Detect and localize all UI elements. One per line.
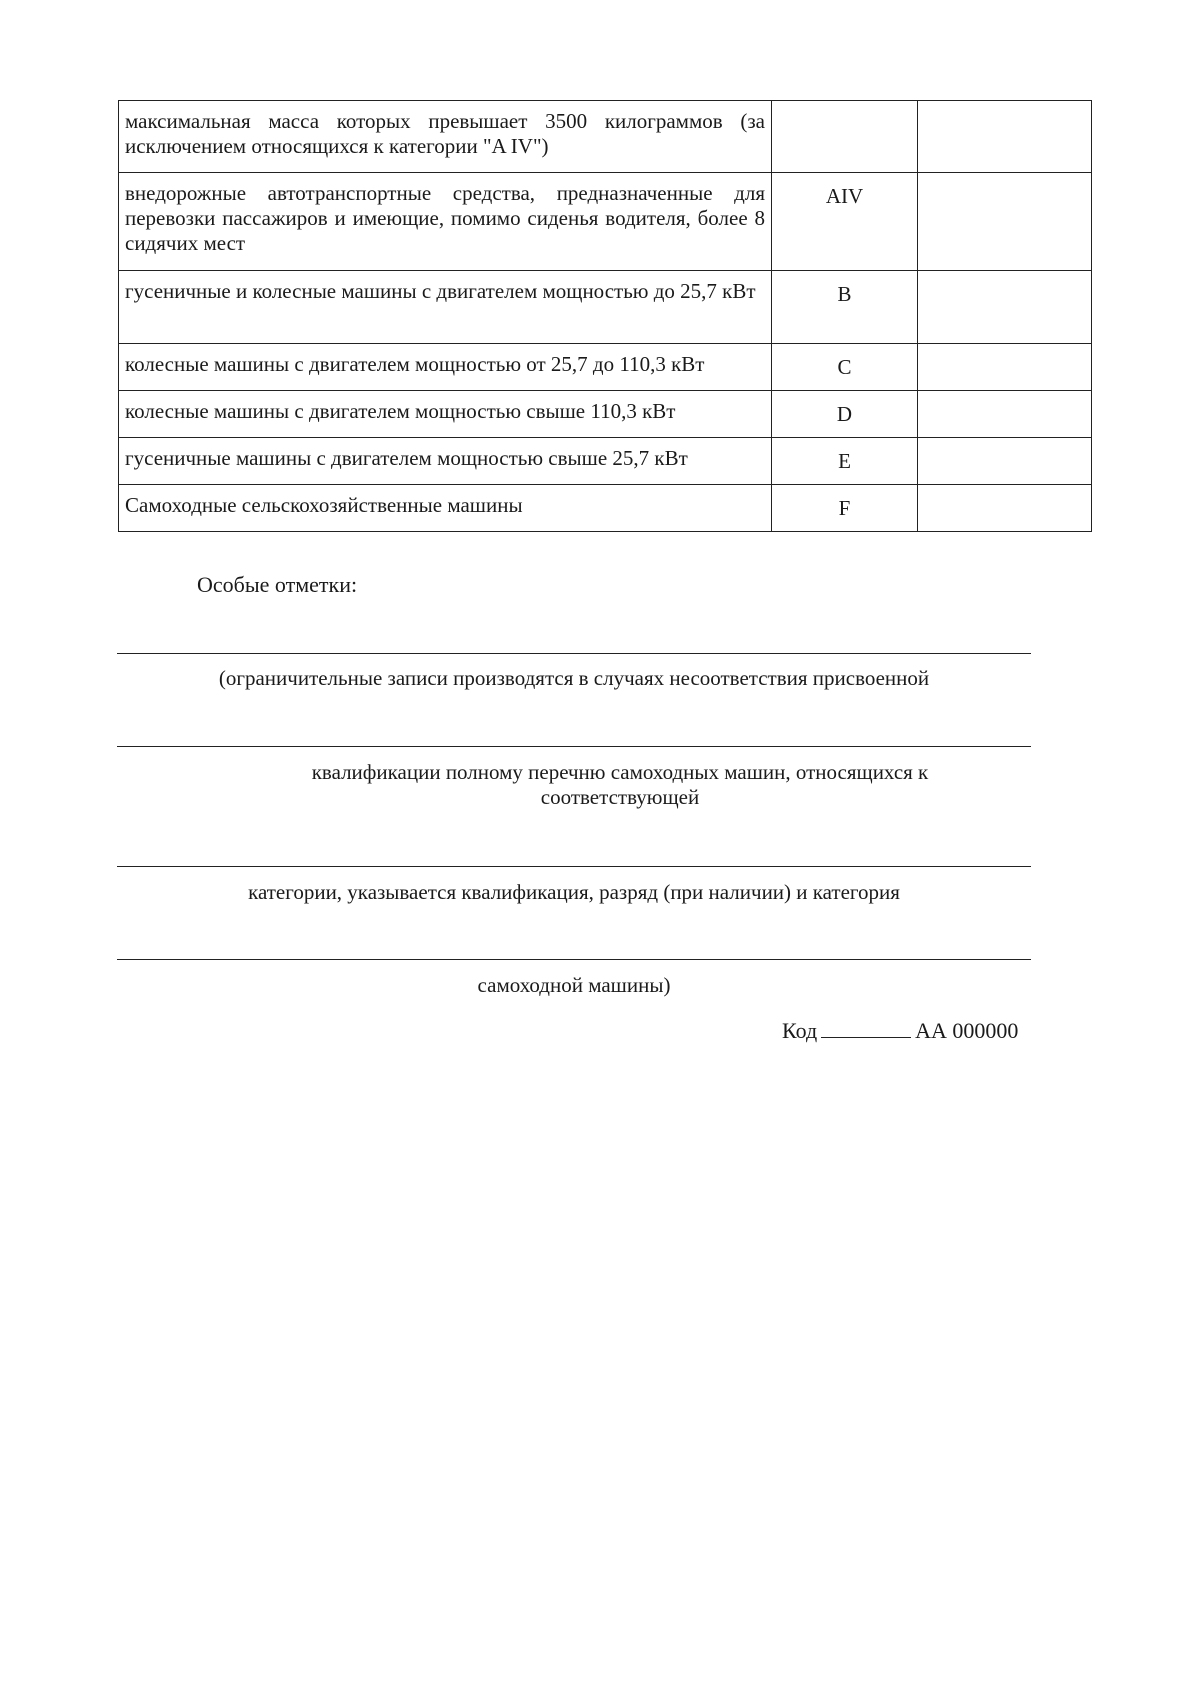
row-description: колесные машины с двигателем мощностью свыше 110,3 кВт (119, 391, 772, 438)
row-category-code (772, 101, 918, 173)
row-extra-cell (918, 271, 1092, 344)
table-row (119, 391, 1092, 438)
row-category-code: E (772, 438, 918, 485)
row-description: гусеничные и колесные машины с двигателем мощностью до 25,7 кВт (119, 271, 772, 344)
special-marks-heading: Особые отметки: (197, 572, 358, 597)
table-row (119, 438, 1092, 485)
fill-in-line (117, 959, 1031, 960)
row-extra-cell (918, 101, 1092, 173)
row-category-code: F (772, 485, 918, 532)
row-extra-cell (918, 344, 1092, 391)
row-description: внедорожные автотранспортные средства, предназначенные для перевозки пассажиров и имеющие, помимо сиденья водителя, более 8 сидячих мест (119, 173, 772, 271)
table-row (119, 271, 1092, 344)
categories-table (118, 100, 1092, 532)
row-description: Самоходные сельскохозяйственные машины (119, 485, 772, 532)
table-row (119, 344, 1092, 391)
code-label: Код (782, 1018, 818, 1043)
code-blank-field[interactable] (821, 1019, 911, 1038)
code-value: АА 000000 (915, 1018, 1019, 1043)
special-marks-caption: (ограничительные записи производятся в случаях несоответствия присвоенной (218, 666, 930, 690)
special-marks-caption: квалификации полному перечню самоходных машин, относящихся к соответствующей (311, 760, 929, 809)
row-extra-cell (918, 391, 1092, 438)
special-marks-caption: категории, указывается квалификация, разряд (при наличии) и категория (248, 880, 900, 904)
row-category-code: AIV (772, 173, 918, 271)
special-marks-caption: самоходной машины) (477, 973, 671, 997)
row-extra-cell (918, 173, 1092, 271)
row-category-code: C (772, 344, 918, 391)
row-extra-cell (918, 485, 1092, 532)
row-description: гусеничные машины с двигателем мощностью свыше 25,7 кВт (119, 438, 772, 485)
table-row (119, 101, 1092, 173)
row-description: максимальная масса которых превышает 3500 килограммов (за исключением относящихся к категории "A IV") (119, 101, 772, 173)
table-row (119, 173, 1092, 271)
row-description: колесные машины с двигателем мощностью от 25,7 до 110,3 кВт (119, 344, 772, 391)
row-category-code: B (772, 271, 918, 344)
fill-in-line (117, 746, 1031, 747)
row-extra-cell (918, 438, 1092, 485)
fill-in-line (117, 866, 1031, 867)
fill-in-line (117, 653, 1031, 654)
row-category-code: D (772, 391, 918, 438)
code-line (782, 1018, 1018, 1044)
table-row (119, 485, 1092, 532)
